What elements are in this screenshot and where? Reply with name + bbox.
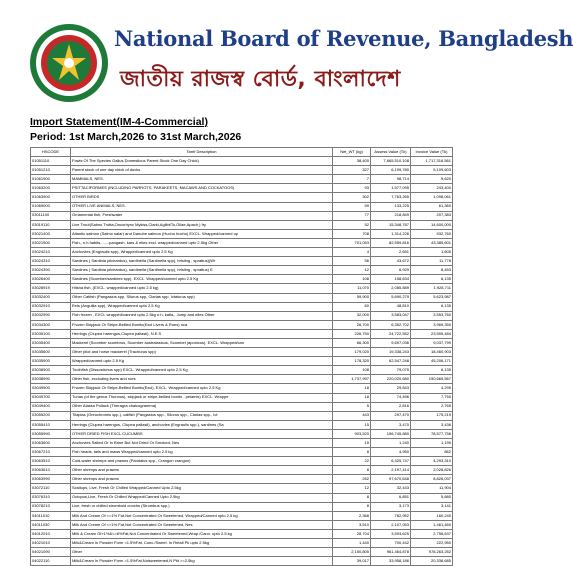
cell-hscode: 03021400 — [31, 229, 71, 238]
cell-assess-value: 32,443 — [371, 484, 411, 493]
cell-invoice-value: 3,969,350 — [411, 320, 453, 329]
cell-assess-value: 700,442 — [371, 539, 411, 548]
cell-net-weight: 22 — [333, 457, 371, 466]
cell-hscode: 03072110 — [31, 484, 71, 493]
cell-invoice-value: 45,206,171 — [411, 357, 453, 366]
cell-invoice-value: 4,293,310 — [411, 457, 453, 466]
cell-net-weight: 11,070 — [333, 284, 371, 293]
cell-assess-value: 220,020,680 — [371, 375, 411, 384]
cell-net-weight: 56 — [333, 257, 371, 266]
cell-net-weight: 3,510 — [333, 520, 371, 529]
cell-assess-value: 133,225 — [371, 202, 411, 211]
table-row — [31, 238, 453, 247]
cell-net-weight: 12 — [333, 484, 371, 493]
cell-net-weight: 1,737,997 — [333, 375, 371, 384]
cell-description: Fowls Of The Species Gallus Domesticus Parent Stock One Day Chick) — [71, 157, 333, 166]
table-row — [31, 384, 453, 393]
table-row — [31, 448, 453, 457]
cell-hscode: 03011100 — [31, 211, 71, 220]
cell-net-weight: 5 — [333, 402, 371, 411]
cell-assess-value: 2,085,889 — [371, 284, 411, 293]
cell-hscode: 04012010 — [31, 529, 71, 538]
cell-hscode: 03035100 — [31, 329, 71, 338]
table-row — [31, 484, 453, 493]
cell-description: Sardines (Scomber/sardines spp), EXCL. Wrapped/canned upto 2.5 Kg — [71, 275, 333, 284]
cell-description: Other — [71, 548, 333, 557]
table-row — [31, 548, 453, 557]
cell-hscode: 03038990 — [31, 375, 71, 384]
cell-net-weight: 26,700 — [333, 320, 371, 329]
cell-description: Mackerel (Scomber scombrus, Scomber australasicus, Scomber japonicus), EXCL. Wrapped/can — [71, 338, 333, 347]
cell-hscode: 04021090 — [31, 548, 71, 557]
table-row — [31, 493, 453, 502]
cell-assess-value: 97,670,648 — [371, 475, 411, 484]
cell-description: Cold-water shrimps and prawns (Pandalus spp., Crangon crangon) — [71, 457, 333, 466]
cell-hscode: 03067210 — [31, 448, 71, 457]
table-row — [31, 202, 453, 211]
cell-description: Anchovies Salted Or In Brine But Not Dried Or Smoked, Nes — [71, 439, 333, 448]
cell-hscode: 03024390 — [31, 266, 71, 275]
cell-assess-value: 3,470 — [371, 420, 411, 429]
cell-description: Other shrimps and prawns — [71, 466, 333, 475]
cell-net-weight: 226,750 — [333, 329, 371, 338]
cell-hscode: 03076310 — [31, 493, 71, 502]
cell-description: Other fish, excluding livers and roes — [71, 375, 333, 384]
cell-invoice-value: 1,461,460 — [411, 520, 453, 529]
cell-description: Milk & Cream Of>1%&<=6%Fat,Not Concentrated Or Sweetened,Wrap./Cann. upto 2.5 kg — [71, 529, 333, 538]
cell-hscode: 03055990 — [31, 429, 71, 438]
cell-description: Wrapped/canned upto 2.5 Kg — [71, 357, 333, 366]
cell-description: Sardines ( Sardinia pilchardus), sardinella (Sardinella spp), brisling , sprattus) E — [71, 266, 333, 275]
cell-assess-value: 297,470 — [371, 411, 411, 420]
cell-description: Toothfish (Dissostichus spp) EXCL. Wrapped/canned upto 2.5 Kg — [71, 366, 333, 375]
cell-hscode: 03049900 — [31, 384, 71, 393]
cell-description: Scallops, Live, Fresh Or Chilled Wrapped/Canned Upto 2.5kg — [71, 484, 333, 493]
cell-hscode: 03035600 — [31, 348, 71, 357]
cell-description: MAMMALS, NES. — [71, 175, 333, 184]
table-row — [31, 511, 453, 520]
cell-hscode: 03063510 — [31, 457, 71, 466]
cell-assess-value: 74,496 — [371, 393, 411, 402]
cell-description: Fish,, n.h.habits,.......pangash, kars & elles excl. wrapped/canned upto 2.5kg Other — [71, 238, 333, 247]
cell-description: Parent stock of one day chick of ducks — [71, 166, 333, 175]
cell-invoice-value: 8,826,037 — [411, 475, 453, 484]
cell-hscode: 03063990 — [31, 475, 71, 484]
cell-hscode: 01063900 — [31, 193, 71, 202]
cell-description: Milk And Cream Of <=1% Fat,Not Concentrated Or Sweetened, Wrapped/Canned upto 2.5 kg — [71, 511, 333, 520]
table-row — [31, 257, 453, 266]
cell-hscode: 03024210 — [31, 248, 71, 257]
cell-invoice-value: 5,109,603 — [411, 166, 453, 175]
cell-description: Tilapias (Oreochromis spp.), catfish (Pangasius spp., Silurus spp., Clarias spp., Ict — [71, 411, 333, 420]
table-row — [31, 393, 453, 402]
cell-assess-value: 24,722,552 — [371, 329, 411, 338]
table-row — [31, 220, 453, 229]
cell-invoice-value: 4,295 — [411, 384, 453, 393]
cell-invoice-value: 20,338,685 — [411, 557, 453, 566]
cell-hscode: 01069000 — [31, 202, 71, 211]
cell-net-weight: 1,440 — [333, 539, 371, 548]
cell-invoice-value: 61,360 — [411, 202, 453, 211]
cell-assess-value: 3,593,625 — [371, 529, 411, 538]
cell-invoice-value: 978,263,252 — [411, 548, 453, 557]
cell-net-weight: 302 — [333, 193, 371, 202]
cell-assess-value: 156,745,880 — [371, 429, 411, 438]
cell-invoice-value: 5,623,987 — [411, 293, 453, 302]
cell-assess-value: 3,173 — [371, 502, 411, 511]
cell-description: OTHER BIRDS — [71, 193, 333, 202]
cell-net-weight: 443 — [333, 411, 371, 420]
cell-assess-value: 48,810 — [371, 302, 411, 311]
cell-description: Live, fresh or chilled stromboid conchs (Strombus spp.) — [71, 502, 333, 511]
cell-invoice-value: 190,665,567 — [411, 375, 453, 384]
table-row — [31, 357, 453, 366]
cell-hscode: 03021500 — [31, 238, 71, 247]
cell-invoice-value: 3,436 — [411, 420, 453, 429]
table-row — [31, 457, 453, 466]
cell-description: Ornamental fish, Freshwater — [71, 211, 333, 220]
cell-hscode: 03028919 — [31, 284, 71, 293]
cell-net-weight: 179,020 — [333, 348, 371, 357]
cell-description: Other pilot and horse mackerel (Trachurus spp) — [71, 348, 333, 357]
table-row — [31, 439, 453, 448]
cell-invoice-value: 11,904 — [411, 484, 453, 493]
cell-assess-value: 7,763,265 — [371, 193, 411, 202]
cell-invoice-value: 1,098,061 — [411, 193, 453, 202]
cell-assess-value: 98,714 — [371, 175, 411, 184]
cell-assess-value: 218,849 — [371, 211, 411, 220]
cell-hscode: 03026400 — [31, 275, 71, 284]
cell-hscode: 04021010 — [31, 539, 71, 548]
cell-assess-value: 961,464,878 — [371, 548, 411, 557]
cell-invoice-value: 43,385,601 — [411, 238, 453, 247]
table-row — [31, 320, 453, 329]
table-row — [31, 211, 453, 220]
cell-hscode: 03078210 — [31, 502, 71, 511]
cell-hscode: 04011010 — [31, 511, 71, 520]
cell-description: Herrings (Clupea harengus, Clupea pallasii), anchovies (Engraulis spp.), sardines (Sa — [71, 420, 333, 429]
cell-invoice-value: 6,135 — [411, 275, 453, 284]
cell-net-weight: 7 — [333, 175, 371, 184]
cell-description: Frozen Skipjack Or Stripe-Bellied Bonito(Excl), EXCL. Wrapped/canned upto 2.5 Kg — [71, 384, 333, 393]
table-row — [31, 557, 453, 566]
cell-invoice-value: 222,950 — [411, 539, 453, 548]
cell-net-weight: 178,320 — [333, 357, 371, 366]
cell-net-weight: 15 — [333, 439, 371, 448]
cell-assess-value: 3,583,047 — [371, 311, 411, 320]
column-header-invoice-value: Invoice Value (Tk) — [411, 148, 453, 157]
cell-net-weight: 66,300 — [333, 338, 371, 347]
cell-invoice-value: 9,620 — [411, 175, 453, 184]
cell-net-weight: 77 — [333, 211, 371, 220]
cell-hscode: 03032400 — [31, 293, 71, 302]
table-row — [31, 329, 453, 338]
cell-description: Anchovies (Engraulis spp), Wrapped/canned upto 2.5 Kg — [71, 248, 333, 257]
cell-assess-value: 6,199,780 — [371, 166, 411, 175]
cell-assess-value: 82,559,816 — [371, 238, 411, 247]
cell-invoice-value: 1,717,316.561 — [411, 157, 453, 166]
table-row — [31, 166, 453, 175]
cell-hscode: 04022110 — [31, 557, 71, 566]
table-row — [31, 302, 453, 311]
cell-hscode: 04011030 — [31, 520, 71, 529]
column-header-hscode: HSCODE — [31, 148, 71, 157]
cell-invoice-value: 3,141 — [411, 502, 453, 511]
cell-description: Fish heads, tails and maws Wrapped/canned upto 2.5 kg — [71, 448, 333, 457]
cell-invoice-value: 1,199 — [411, 439, 453, 448]
cell-description: Other shrimps and prawns — [71, 475, 333, 484]
cell-description: OTHER LIVE ANIMALS, NES. — [71, 202, 333, 211]
cell-assess-value: 33,958,186 — [371, 557, 411, 566]
cell-assess-value: 2,107,053 — [371, 520, 411, 529]
cell-invoice-value: 3,553,760 — [411, 311, 453, 320]
cell-assess-value: 6,851 — [371, 493, 411, 502]
org-name-english: National Board of Revenue, Bangladesh — [114, 26, 573, 51]
cell-invoice-value: 11,778 — [411, 257, 453, 266]
cell-assess-value: 7,665,510.108 — [371, 157, 411, 166]
cell-hscode: 01063200 — [31, 184, 71, 193]
nbr-logo-icon — [28, 22, 110, 104]
cell-description: Octopus,Live, Fresh Or Chilled Wrapped/Canned Upto 2.5kg — [71, 493, 333, 502]
cell-hscode: 03063600 — [31, 439, 71, 448]
cell-description: Other Alaska Pollack (Theragra chalcogramma) — [71, 402, 333, 411]
cell-assess-value: 1,314,226 — [371, 229, 411, 238]
table-row — [31, 193, 453, 202]
cell-assess-value: 782,952 — [371, 511, 411, 520]
cell-net-weight: 2,150,805 — [333, 548, 371, 557]
table-row — [31, 402, 453, 411]
cell-description: Milk&Cream In Powder Form >1.5%Fat,Nolsweetened,N Pkt >=2.5kg — [71, 557, 333, 566]
table-header-row — [31, 148, 453, 157]
cell-net-weight: 4 — [333, 248, 371, 257]
cell-hscode: 03035900 — [31, 357, 71, 366]
table-row — [31, 293, 453, 302]
cell-assess-value: 5,690,279 — [371, 293, 411, 302]
cell-net-weight: 327 — [333, 166, 371, 175]
column-header-assess-value: Assess Value (Tk) — [371, 148, 411, 157]
cell-net-weight: 52 — [333, 220, 371, 229]
table-row — [31, 539, 453, 548]
cell-invoice-value: 862 — [411, 448, 453, 457]
cell-invoice-value: 2,028,826 — [411, 466, 453, 475]
table-row — [31, 429, 453, 438]
cell-assess-value: 4,950 — [371, 448, 411, 457]
cell-assess-value: 19,338,243 — [371, 348, 411, 357]
cell-invoice-value: 5,880 — [411, 493, 453, 502]
cell-invoice-value: 175,219 — [411, 411, 453, 420]
cell-net-weight: 8 — [333, 493, 371, 502]
cell-net-weight: 108 — [333, 275, 371, 284]
cell-assess-value: 43,672 — [371, 257, 411, 266]
cell-hscode: 03035400 — [31, 338, 71, 347]
cell-assess-value: 79,075 — [371, 366, 411, 375]
cell-hscode: 03024310 — [31, 257, 71, 266]
cell-net-weight: 60 — [333, 302, 371, 311]
cell-hscode: 03038900 — [31, 366, 71, 375]
table-body — [31, 157, 453, 566]
cell-net-weight: 32,000 — [333, 311, 371, 320]
column-header-net-weight: Net_WT (kg) — [333, 148, 371, 157]
cell-description: OTHER DRIED FISH EXCL CUCUMBS — [71, 429, 333, 438]
cell-assess-value: 6,929 — [371, 266, 411, 275]
cell-net-weight: 8 — [333, 466, 371, 475]
cell-hscode: 03019110 — [31, 220, 71, 229]
cell-invoice-value: 8,453 — [411, 266, 453, 275]
table-row — [31, 266, 453, 275]
table-row — [31, 366, 453, 375]
cell-invoice-value: 14,600,000 — [411, 220, 453, 229]
cell-hscode: 01061900 — [31, 175, 71, 184]
column-header-description: Tarrif Description — [71, 148, 333, 157]
cell-description: Atlantic salmon (Salmo salar) and Danube salmon (Hucho hucho) EXCL. Wrapped/canned up — [71, 229, 333, 238]
cell-description: Hilsha fish, (EXCL. wrapped/canned upto 2.5 kg) — [71, 284, 333, 293]
cell-hscode: 01051210 — [31, 166, 71, 175]
table-row — [31, 502, 453, 511]
cell-description: PSITTACIFORMES (INCLUDING PARROTS, PARAKEETS, MACAWS AND COCKATOOS) — [71, 184, 333, 193]
cell-hscode: 03055410 — [31, 420, 71, 429]
cell-assess-value: 2,197,414 — [371, 466, 411, 475]
cell-invoice-value: 23,595,484 — [411, 329, 453, 338]
table-row — [31, 275, 453, 284]
table-row — [31, 420, 453, 429]
cell-invoice-value: 1,928,711 — [411, 284, 453, 293]
cell-invoice-value: 18,460,903 — [411, 348, 453, 357]
cell-invoice-value: 7,750 — [411, 393, 453, 402]
cell-invoice-value: 6,135 — [411, 302, 453, 311]
cell-net-weight: 93 — [333, 184, 371, 193]
table-row — [31, 411, 453, 420]
cell-invoice-value: 1,605 — [411, 248, 453, 257]
org-name-bangla: জাতীয় রাজস্ব বোর্ড, বাংলাদেশ — [120, 67, 401, 92]
cell-hscode: 03032910 — [31, 302, 71, 311]
cell-description: Milk And Cream Of <=1% Fat,Not Concentrated Or Sweetened, Nes — [71, 520, 333, 529]
cell-net-weight: 8 — [333, 502, 371, 511]
table-row — [31, 348, 453, 357]
table-row — [31, 466, 453, 475]
cell-net-weight: 28,704 — [333, 529, 371, 538]
cell-net-weight: 12 — [333, 266, 371, 275]
cell-invoice-value: 6,135 — [411, 366, 453, 375]
cell-net-weight: 18 — [333, 393, 371, 402]
table-row — [31, 375, 453, 384]
cell-assess-value: 9,697,036 — [371, 338, 411, 347]
cell-assess-value: 15,348,787 — [371, 220, 411, 229]
cell-description: Other Catfish (Pangasius spp, Silurus spp, Clarias spp, Ictalurus spp) — [71, 293, 333, 302]
table-row — [31, 184, 453, 193]
cell-hscode: 03034300 — [31, 320, 71, 329]
report-title: Import Statement(IM-4-Commercial) — [30, 116, 208, 128]
table-row — [31, 229, 453, 238]
cell-assess-value: 62,547,248 — [371, 357, 411, 366]
cell-assess-value: 2,651 — [371, 248, 411, 257]
cell-hscode: 01051110 — [31, 157, 71, 166]
cell-net-weight: 252 — [333, 475, 371, 484]
cell-description: Fish frozen , EXCL wrapped/canned upto 2.5kg n.h, katla,, Jump and elles Other — [71, 311, 333, 320]
cell-description: Frozen Skipjack Or Stripe-Bellied Bonito(Excl Livers & Roes) nca — [71, 320, 333, 329]
cell-invoice-value: 207,383 — [411, 211, 453, 220]
cell-assess-value: 2,816 — [371, 402, 411, 411]
cell-description: Tunas (of the genus Thunnus), skipjack or stripe-bellied bonito , pelamis) EXCL. Wrappe — [71, 393, 333, 402]
cell-net-weight: 8 — [333, 448, 371, 457]
cell-invoice-value: 2,765 — [411, 402, 453, 411]
cell-net-weight: 2,368 — [333, 511, 371, 520]
cell-invoice-value: 243,400 — [411, 184, 453, 193]
cell-hscode: 03063610 — [31, 466, 71, 475]
cell-description: Sardines ( Sardinia pilchardus), sardinella (Sardinella spp), brisling , sprattus)(Wr — [71, 257, 333, 266]
cell-assess-value: 1,577,095 — [371, 184, 411, 193]
table-row — [31, 175, 453, 184]
cell-net-weight: 108 — [333, 366, 371, 375]
cell-net-weight: 39,017 — [333, 557, 371, 566]
cell-net-weight: 15 — [333, 420, 371, 429]
cell-hscode: 03049400 — [31, 402, 71, 411]
table-row — [31, 475, 453, 484]
cell-assess-value: 6,325,747 — [371, 457, 411, 466]
cell-invoice-value: 932,760 — [411, 229, 453, 238]
table-row — [31, 284, 453, 293]
cell-net-weight: 38,400 — [333, 157, 371, 166]
cell-invoice-value: 2,756,637 — [411, 529, 453, 538]
cell-assess-value: 29,843 — [371, 384, 411, 393]
cell-hscode: 03049700 — [31, 393, 71, 402]
table-row — [31, 520, 453, 529]
table-row — [31, 311, 453, 320]
table-row — [31, 529, 453, 538]
cell-net-weight: 18 — [333, 384, 371, 393]
cell-net-weight: 903,520 — [333, 429, 371, 438]
cell-invoice-value: 160,240 — [411, 511, 453, 520]
cell-invoice-value: 9,037,799 — [411, 338, 453, 347]
cell-description: Eels (Anguilla spp), Wrapped/canned upto 2.5 Kg — [71, 302, 333, 311]
cell-net-weight: 708 — [333, 229, 371, 238]
table-row — [31, 248, 453, 257]
table-row — [31, 338, 453, 347]
import-statement-table — [30, 147, 453, 566]
cell-hscode: 03032990 — [31, 311, 71, 320]
cell-assess-value: 158,634 — [371, 275, 411, 284]
cell-assess-value: 6,352,702 — [371, 320, 411, 329]
cell-description: Milk&Cream In Powder Form <1.5%Fat, Conc./Sweet. In Retail Pk upto 2.5kg — [71, 539, 333, 548]
cell-description: Live Trout(Salmo Trutta,Oncorhync Mykiss,Clarki,Agilbt/To,Gilae,Apach,) fry — [71, 220, 333, 229]
cell-invoice-value: 78,577,756 — [411, 429, 453, 438]
cell-assess-value: 1,240 — [371, 439, 411, 448]
cell-description: Herrings (Clupea harengus,Clupea pallasii), N.E.S — [71, 329, 333, 338]
cell-net-weight: 701,053 — [333, 238, 371, 247]
cell-net-weight: 59 — [333, 202, 371, 211]
cell-net-weight: 59,900 — [333, 293, 371, 302]
letterhead — [28, 22, 573, 104]
table-row — [31, 157, 453, 166]
report-period: Period: 1st March,2026 to 31st March,2026 — [30, 131, 242, 143]
cell-hscode: 03055200 — [31, 411, 71, 420]
